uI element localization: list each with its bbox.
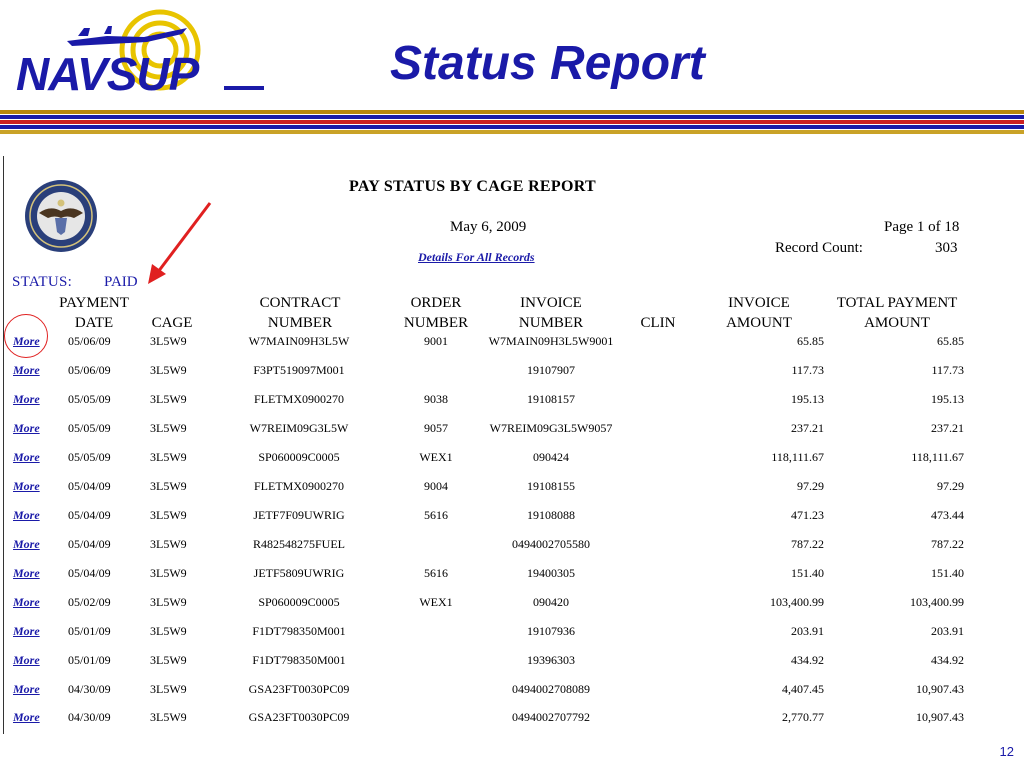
more-link[interactable]: More: [13, 450, 40, 464]
table-row: [0, 479, 1024, 499]
col-header-invoice-number-line1: INVOICE: [520, 295, 582, 311]
cell-cage: 3L5W9: [150, 566, 187, 580]
cell-contract-number: SP060009C0005: [258, 595, 340, 609]
cell-total-payment: 195.13: [931, 392, 964, 406]
cell-payment-date: 05/06/09: [68, 363, 111, 377]
table-row: [0, 682, 1024, 702]
slide-page-number: 12: [999, 744, 1014, 759]
col-header-total-payment-line2: AMOUNT: [864, 315, 930, 331]
cell-order-number: 5616: [424, 508, 448, 522]
col-header-total-payment-line1: TOTAL PAYMENT: [836, 295, 958, 311]
cell-contract-number: JETF7F09UWRIG: [253, 508, 345, 522]
cell-contract-number: JETF5809UWRIG: [253, 566, 345, 580]
cell-total-payment: 118,111.67: [911, 450, 964, 464]
cell-invoice-amount: 203.91: [791, 624, 824, 638]
cell-contract-number: W7REIM09G3L5W: [249, 421, 349, 435]
header-divider: [0, 110, 1024, 136]
cell-total-payment: 10,907.43: [916, 710, 964, 724]
table-row: [0, 624, 1024, 644]
cell-total-payment: 203.91: [931, 624, 964, 638]
col-header-contract-line1: CONTRACT: [259, 295, 341, 311]
cell-invoice-amount: 787.22: [791, 537, 824, 551]
report-title: PAY STATUS BY CAGE REPORT: [349, 178, 596, 195]
cell-invoice-number: 0494002708089: [512, 682, 590, 696]
cell-cage: 3L5W9: [150, 537, 187, 551]
cell-cage: 3L5W9: [150, 508, 187, 522]
cell-order-number: 9004: [424, 479, 448, 493]
cell-payment-date: 05/01/09: [68, 624, 111, 638]
cell-invoice-amount: 471.23: [791, 508, 824, 522]
cell-invoice-number: 19108088: [527, 508, 575, 522]
cell-invoice-number: W7REIM09G3L5W9057: [489, 421, 613, 435]
table-row: [0, 392, 1024, 412]
cell-payment-date: 05/04/09: [68, 479, 111, 493]
col-header-payment-line2: DATE: [74, 315, 114, 331]
cell-invoice-amount: 151.40: [791, 566, 824, 580]
cell-invoice-number: 19107907: [527, 363, 575, 377]
table-row: [0, 537, 1024, 557]
table-row: [0, 363, 1024, 383]
details-all-records-link[interactable]: Details For All Records: [418, 250, 535, 264]
cell-invoice-amount: 195.13: [791, 392, 824, 406]
col-header-invoice-amount-line1: INVOICE: [728, 295, 790, 311]
cell-invoice-amount: 434.92: [791, 653, 824, 667]
more-link[interactable]: More: [13, 334, 40, 348]
col-header-payment-line1: PAYMENT: [59, 295, 129, 311]
cell-payment-date: 05/05/09: [68, 421, 111, 435]
cell-invoice-number: 19108157: [527, 392, 575, 406]
cell-invoice-number: 19107936: [527, 624, 575, 638]
table-row: [0, 421, 1024, 441]
col-header-order-line1: ORDER: [410, 295, 462, 311]
status-value: PAID: [104, 274, 138, 290]
logo-text: NAVSUP: [16, 48, 199, 100]
table-row: [0, 653, 1024, 673]
more-link[interactable]: More: [13, 595, 40, 609]
cell-cage: 3L5W9: [150, 450, 187, 464]
report-date: May 6, 2009: [450, 219, 527, 235]
cell-payment-date: 05/05/09: [68, 450, 111, 464]
cell-total-payment: 473.44: [931, 508, 964, 522]
col-header-cage: CAGE: [151, 315, 193, 331]
cell-total-payment: 434.92: [931, 653, 964, 667]
more-link[interactable]: More: [13, 624, 40, 638]
cell-invoice-amount: 65.85: [797, 334, 824, 348]
cell-total-payment: 97.29: [937, 479, 964, 493]
red-arrow-icon: [140, 198, 216, 288]
cell-invoice-amount: 4,407.45: [782, 682, 824, 696]
cell-payment-date: 05/02/09: [68, 595, 111, 609]
col-header-contract-line2: NUMBER: [267, 315, 333, 331]
cell-order-number: 5616: [424, 566, 448, 580]
cell-payment-date: 04/30/09: [68, 682, 111, 696]
cell-payment-date: 05/01/09: [68, 653, 111, 667]
cell-payment-date: 05/06/09: [68, 334, 111, 348]
cell-total-payment: 237.21: [931, 421, 964, 435]
cell-contract-number: R482548275FUEL: [252, 537, 346, 551]
cell-contract-number: F1DT798350M001: [252, 653, 346, 667]
table-row: [0, 508, 1024, 528]
cell-invoice-number: 0494002705580: [512, 537, 590, 551]
dod-seal-icon: [24, 178, 98, 254]
table-row: [0, 710, 1024, 730]
report-border: [3, 156, 4, 734]
cell-invoice-number: 0494002707792: [512, 710, 590, 724]
page-title: Status Report: [390, 37, 705, 90]
cell-invoice-number: 19396303: [527, 653, 575, 667]
more-link[interactable]: More: [13, 392, 40, 406]
cell-payment-date: 05/05/09: [68, 392, 111, 406]
cell-total-payment: 10,907.43: [916, 682, 964, 696]
cell-order-number: WEX1: [419, 595, 453, 609]
cell-invoice-number: W7MAIN09H3L5W9001: [488, 334, 614, 348]
table-row: [0, 595, 1024, 615]
cell-contract-number: FLETMX0900270: [254, 479, 344, 493]
cell-invoice-amount: 118,111.67: [771, 450, 824, 464]
more-link[interactable]: More: [13, 363, 40, 377]
col-header-clin: CLIN: [640, 315, 676, 331]
cell-contract-number: FLETMX0900270: [254, 392, 344, 406]
col-header-total-payment: [820, 293, 974, 333]
table-row: [0, 566, 1024, 586]
cell-order-number: WEX1: [419, 450, 453, 464]
table-row: [0, 334, 1024, 354]
col-header-order-number: [392, 293, 480, 333]
cell-contract-number: SP060009C0005: [258, 450, 340, 464]
cell-invoice-amount: 237.21: [791, 421, 824, 435]
cell-total-payment: 151.40: [931, 566, 964, 580]
cell-contract-number: F3PT519097M001: [253, 363, 345, 377]
cell-order-number: 9038: [424, 392, 448, 406]
cell-invoice-number: 19400305: [527, 566, 575, 580]
cell-total-payment: 65.85: [937, 334, 964, 348]
red-circle-highlight: [4, 314, 48, 358]
more-link[interactable]: More: [13, 682, 40, 696]
cell-cage: 3L5W9: [150, 653, 187, 667]
cell-total-payment: 117.73: [931, 363, 964, 377]
more-link[interactable]: More: [13, 537, 40, 551]
cell-cage: 3L5W9: [150, 682, 187, 696]
cell-contract-number: W7MAIN09H3L5W: [248, 334, 350, 348]
record-count-label: Record Count:: [775, 240, 863, 256]
cell-contract-number: F1DT798350M001: [252, 624, 346, 638]
more-link[interactable]: More: [13, 566, 40, 580]
record-count-value: 303: [935, 240, 958, 256]
cell-contract-number: GSA23FT0030PC09: [248, 682, 350, 696]
cell-payment-date: 04/30/09: [68, 710, 111, 724]
cell-order-number: 9001: [424, 334, 448, 348]
cell-cage: 3L5W9: [150, 363, 187, 377]
col-header-payment-date: [48, 293, 140, 333]
cell-cage: 3L5W9: [150, 595, 187, 609]
cell-payment-date: 05/04/09: [68, 508, 111, 522]
more-link[interactable]: More: [13, 508, 40, 522]
cell-invoice-amount: 117.73: [791, 363, 824, 377]
cell-invoice-number: 090420: [533, 595, 569, 609]
cell-cage: 3L5W9: [150, 479, 187, 493]
cell-contract-number: GSA23FT0030PC09: [248, 710, 350, 724]
cell-cage: 3L5W9: [150, 392, 187, 406]
col-header-invoice-amount: [712, 293, 806, 333]
cell-cage: 3L5W9: [150, 624, 187, 638]
col-header-invoice-number-line2: NUMBER: [518, 315, 584, 331]
cell-total-payment: 787.22: [931, 537, 964, 551]
col-header-invoice-number: [500, 293, 602, 333]
cell-order-number: 9057: [424, 421, 448, 435]
col-header-invoice-amount-line2: AMOUNT: [726, 315, 792, 331]
more-link[interactable]: More: [13, 479, 40, 493]
cell-cage: 3L5W9: [150, 710, 187, 724]
cell-invoice-amount: 2,770.77: [782, 710, 824, 724]
cell-total-payment: 103,400.99: [910, 595, 964, 609]
col-header-order-line2: NUMBER: [403, 315, 469, 331]
cell-invoice-amount: 97.29: [797, 479, 824, 493]
navsup-logo: [12, 8, 267, 108]
more-link[interactable]: More: [13, 653, 40, 667]
table-row: [0, 450, 1024, 470]
cell-cage: 3L5W9: [150, 421, 187, 435]
cell-invoice-amount: 103,400.99: [770, 595, 824, 609]
cell-payment-date: 05/04/09: [68, 566, 111, 580]
page-indicator: Page 1 of 18: [884, 219, 960, 235]
status-label: STATUS:: [12, 274, 73, 290]
col-header-contract-number: [244, 293, 356, 333]
cell-cage: 3L5W9: [150, 334, 187, 348]
cell-payment-date: 05/04/09: [68, 537, 111, 551]
more-link[interactable]: More: [13, 710, 40, 724]
cell-invoice-number: 19108155: [527, 479, 575, 493]
cell-invoice-number: 090424: [533, 450, 569, 464]
more-link[interactable]: More: [13, 421, 40, 435]
